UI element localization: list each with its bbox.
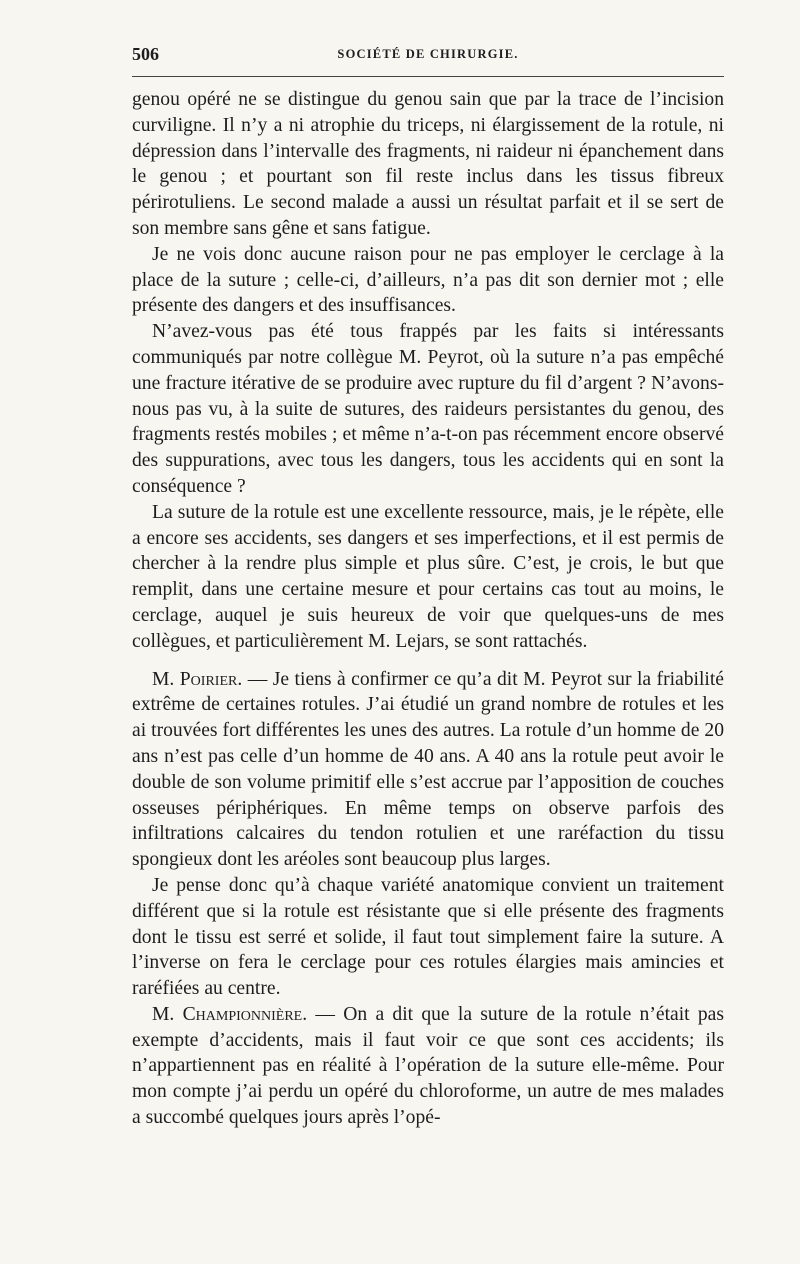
paragraph-text: — Je tiens à confirmer ce qu’a dit M. Peyrot sur la friabilité extrême de certaines rotules. J’ai étudié un grand nombre de rotules et les ai trouvées fort différentes les unes des autres. La rotule d’un homme de 20 ans n’est pas celle d’un homme de 40 ans. A 40 ans la rotule peut avoir le double de son volume primitif elle s’est accrue par l’apposition de couches osseuses périphériques. En même temps on observe parfois des infiltrations calcaires du tendon rotulien et une raréfaction du tissu spongieux dont les aréoles sont beaucoup plus larges. [132,668,725,871]
page-number: 506 [132,44,159,64]
paragraph [132,500,724,655]
speaker-paragraph [132,1002,724,1131]
book-page [132,40,724,1131]
paragraph [132,87,724,242]
running-title: SOCIÉTÉ DE CHIRURGIE. [337,47,519,61]
paragraph-text: Je pense donc qu’à chaque variété anatomique convient un traitement différent que si la rotule est résistante que si elle présente des fragments dont le tissu est serré et solide, il faut tout simplement faire la suture. A l’inverse on fera le cerclage pour ces rotules élargies mais amincies et raréfiées au centre. [132,874,724,1000]
paragraph-text: La suture de la rotule est une excellente ressource, mais, je le répète, elle a encore ses accidents, ses dangers et ses imperfections, et il est permis de chercher à la rendre plus simple et plus sûre. C’est, je crois, le but que remplit, dans une certaine mesure et pour certains cas tout au moins, le cerclage, auquel je suis heureux de voir que quelques-uns de mes collègues, et particulièrement M. Lejars, se sont rattachés. [132,501,724,652]
paragraph [132,319,724,500]
speaker-name: M. Championnière. [152,1003,308,1025]
body-text [132,87,724,1131]
speaker-paragraph [132,667,724,873]
speaker-name: M. Poirier. [152,668,243,690]
header-rule [132,76,724,77]
paragraph-text: — On a dit que la suture de la rotule n’était pas exempte d’accidents, mais il faut voir ce que sont ces accidents; ils n’appartiennent pas en réalité à l’opération de la suture elle-même. Pour mon compte j’ai perdu un opéré du chloroforme, un autre de mes malades a succombé quelques jours après l’opé- [132,1003,724,1129]
page-header [132,40,724,68]
paragraph-text: genou opéré ne se distingue du genou sain que par la trace de l’incision curviligne. Il n’y a ni atrophie du triceps, ni élargissement de la rotule, ni dépression dans l’intervalle des fragments, ni raideur ni épanchement dans le genou ; et pourtant son fil reste inclus dans les tissus fibreux périrotuliens. Le second malade a aussi un résultat parfait et il se sert de son membre sans gêne et sans fatigue. [132,89,724,239]
paragraph-text: Je ne vois donc aucune raison pour ne pas employer le cerclage à la place de la suture ; celle-ci, d’ailleurs, n’a pas dit son dernier mot ; elle présente des dangers et des insuffisances. [132,243,724,317]
paragraph [132,873,724,1002]
paragraph-text: N’avez-vous pas été tous frappés par les faits si intéressants communiqués par notre collègue M. Peyrot, où la suture n’a pas empêché une fracture itérative de se produire avec rupture du fil d’argent ? N’avons-nous pas vu, à la suite de sutures, des raideurs persistantes du genou, des fragments restés mobiles ; et même n’a-t-on pas récemment encore observé des suppurations, avec tous les dangers, tous les accidents qui en sont la conséquence ? [132,321,724,497]
paragraph [132,242,724,319]
